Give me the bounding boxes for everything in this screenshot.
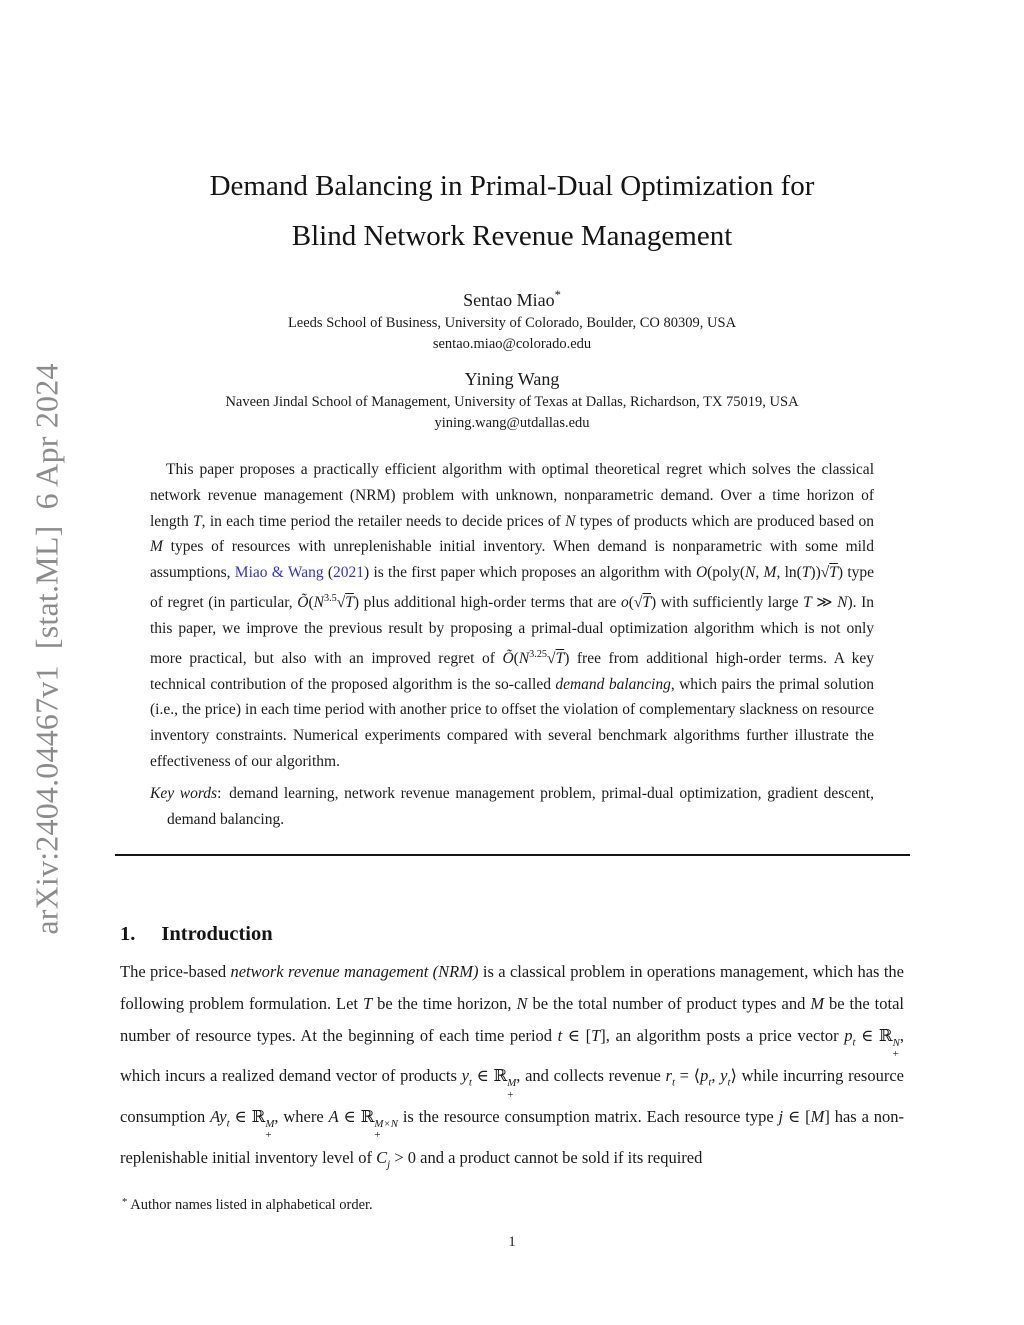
citation-link[interactable]: Miao & Wang <box>234 564 324 582</box>
section-heading <box>120 920 904 948</box>
section-number: 1. <box>120 923 136 946</box>
paper-title <box>120 161 904 261</box>
author-footnote: * Author names listed in alphabetical order. <box>122 1196 373 1213</box>
author-footnote-mark: * <box>554 288 561 302</box>
keywords-line: Key words: demand learning, network revenue management problem, primal-dual optimization, gradient descent, demand balancing. <box>150 784 874 828</box>
author-email: yining.wang@utdallas.edu <box>434 415 590 431</box>
author-affiliation: Naveen Jindal School of Management, University of Texas at Dallas, Richardson, TX 75019, USA <box>225 394 799 410</box>
author-name-text: Sentao Miao <box>463 290 555 310</box>
intro-paragraph: The price-based network revenue management (NRM) is a classical problem in operations management, which has the following problem formulation. Let T be the time horizon, N be the total number of product types and M be the total number of resource types. At the beginning of each time period t ∈ [T], an algorithm posts a price vector $p_t$ ∈ ℝ N + , which incurs a realized demand vector of products $y_t$ ∈ ℝ M + , and collects revenue $r_t$ = $⟨p_t$, $y_t⟩$ while incurring resource consumption $Ay_t$ ∈ ℝ M + , where A ∈ ℝ M×N + is the resource consumption matrix. Each resource type j ∈ [M] has a non-replenishable initial inventory level of $C_j > 0$ and a product cannot be sold if its required <box>120 962 905 1171</box>
author-name <box>120 283 904 312</box>
author-email: sentao.miao@colorado.edu <box>432 336 592 352</box>
page-number: 1 <box>508 1234 516 1250</box>
paper-title-line2: Blind Network Revenue Management <box>291 220 733 252</box>
author-name-text: Yining Wang <box>464 369 560 389</box>
paper-content <box>120 0 904 1181</box>
paper-title-line1: Demand Balancing in Primal-Dual Optimization for <box>209 170 815 202</box>
section-divider <box>115 854 910 856</box>
section-title: Introduction <box>161 923 273 946</box>
citation-link[interactable]: 2021 <box>333 564 365 582</box>
author-name <box>120 362 904 391</box>
author-affiliation: Leeds School of Business, University of Colorado, Boulder, CO 80309, USA <box>287 315 737 331</box>
abstract-paragraph: This paper proposes a practically efficient algorithm with optimal theoretical regret which solves the classical network revenue management (NRM) problem with unknown, nonparametric demand. Over a time horizon of length T, in each time period the retailer needs to decide prices of N types of products which are produced based on M types of resources with unreplenishable initial inventory. When demand is nonparametric with some mild assumptions, Miao & Wang (2021) is the first paper which proposes an algorithm with O(poly(N, M, ln(T))√T) type of regret (in particular, $Õ(N^{3.5}√T)$ plus additional high-order terms that are o(√T) with sufficiently large T ≫ N). In this paper, we improve the previous result by proposing a primal-dual optimization algorithm which is not only more practical, but also with an improved regret of $Õ(N^{3.25}√T)$ free from additional high-order terms. A key technical contribution of the proposed algorithm is the so-called demand balancing, which pairs the primal solution (i.e., the price) in each time period with another price to offset the violation of complementary slackness on resource inventory constraints. Numerical experiments compared with several benchmark algorithms further illustrate the effectiveness of our algorithm. <box>150 461 875 771</box>
arxiv-watermark: arXiv:2404.04467v1 [stat.ML] 6 Apr 2024 <box>28 363 65 935</box>
